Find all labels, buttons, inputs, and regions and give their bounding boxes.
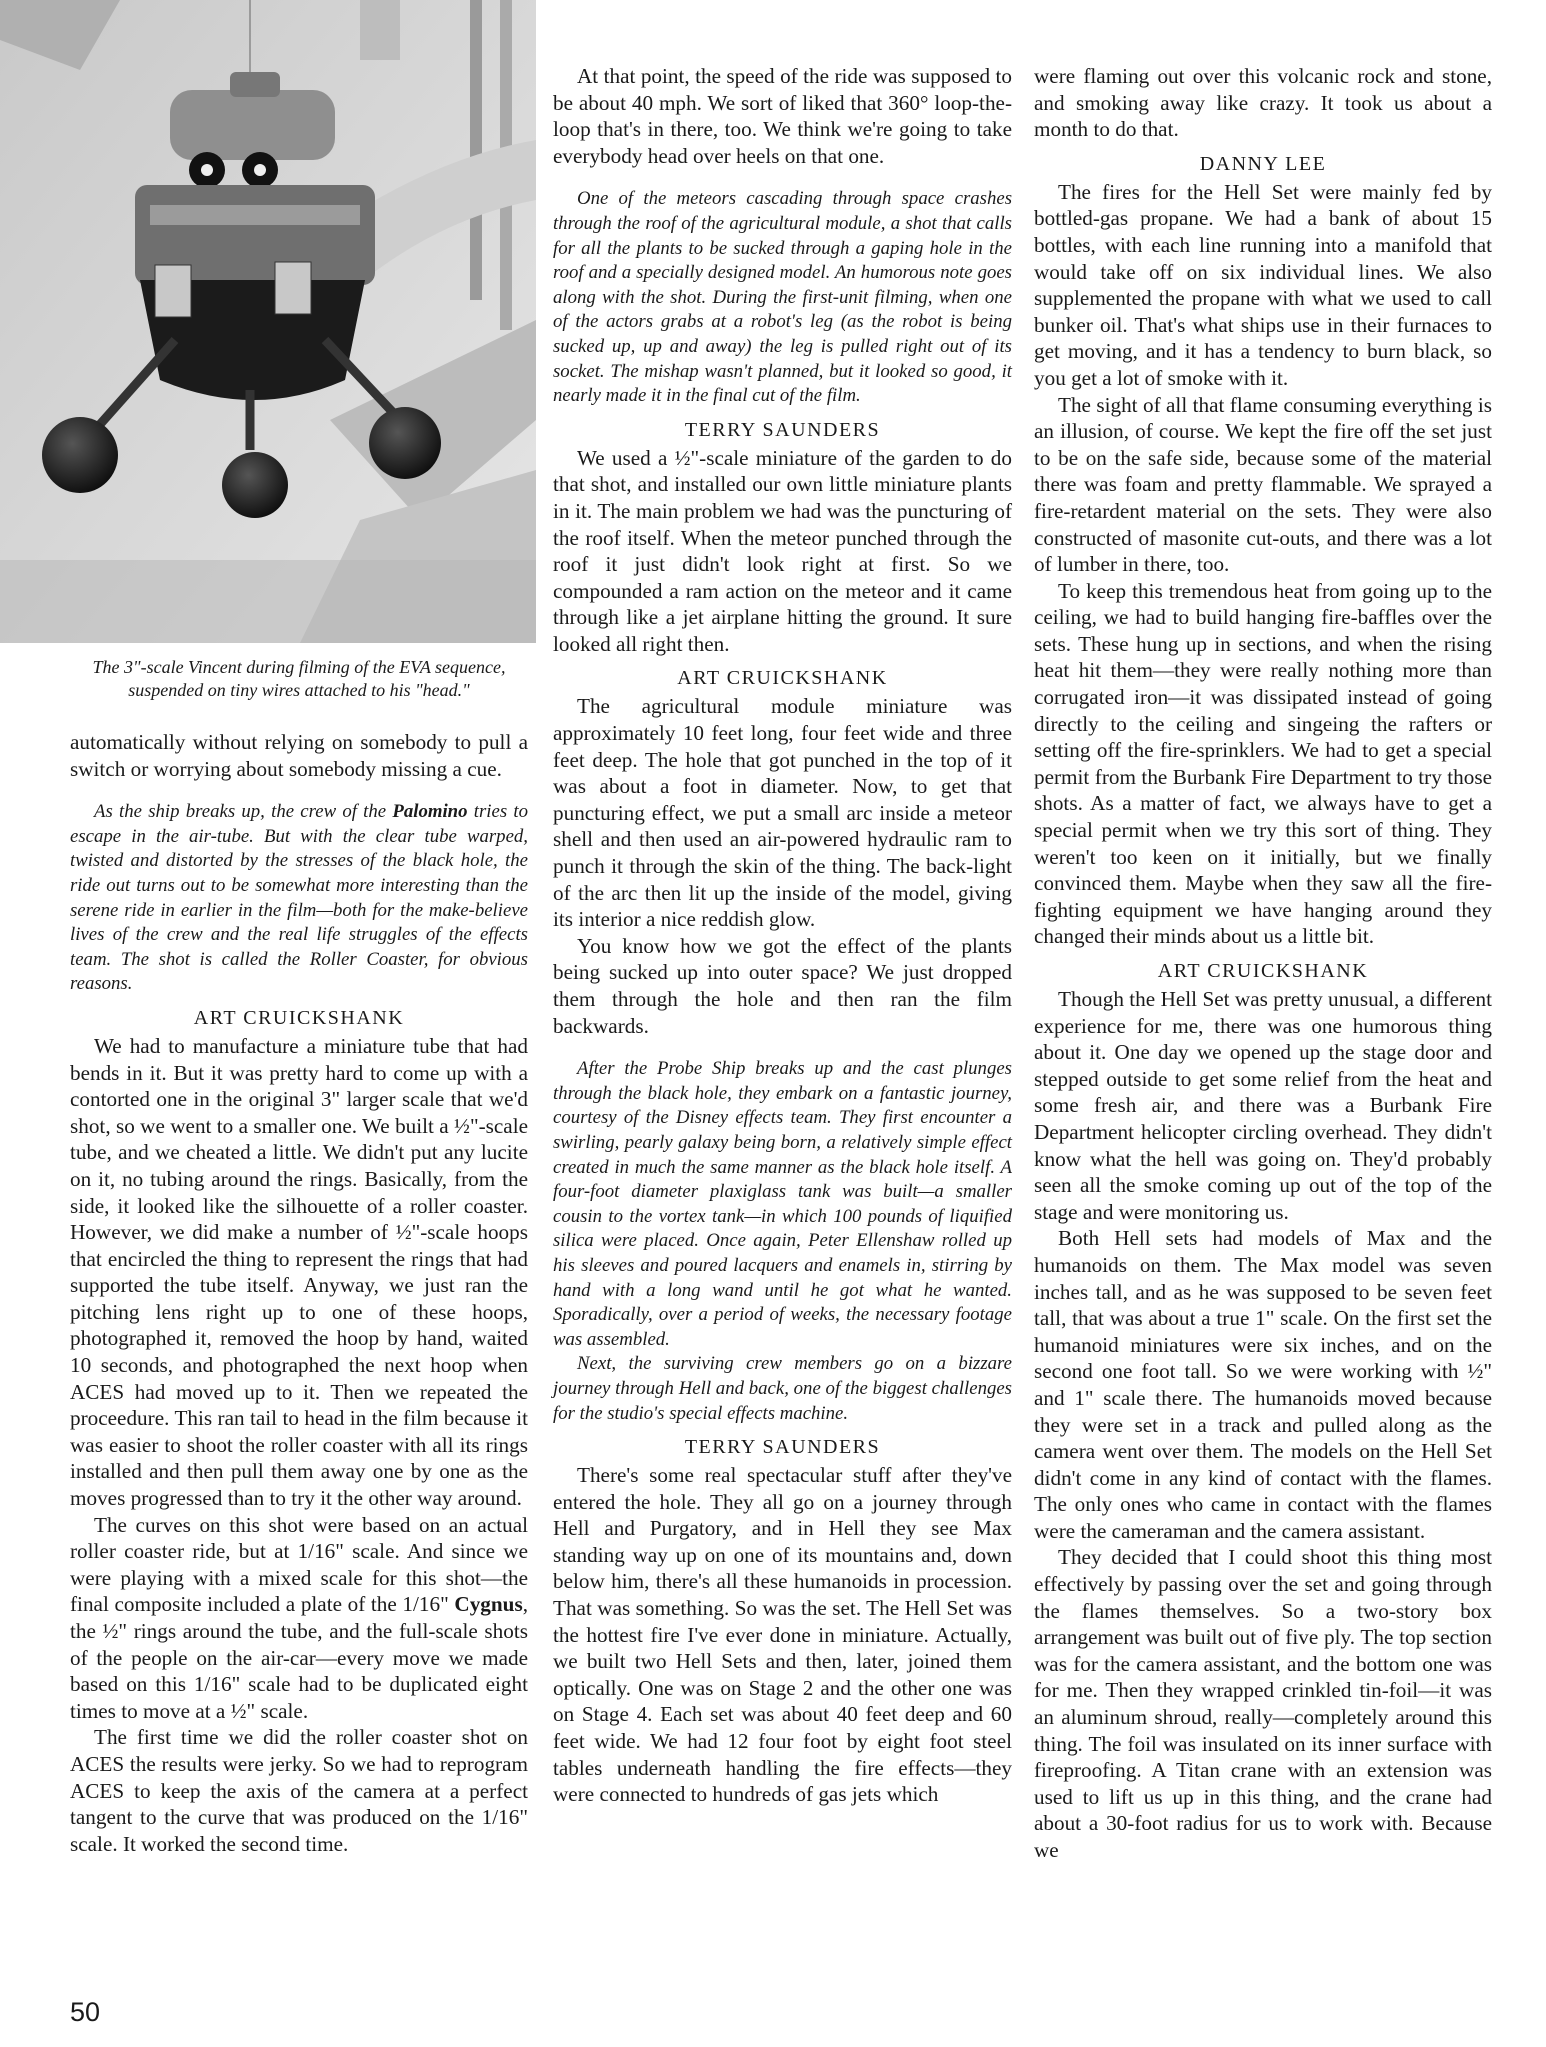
italic-intro: One of the meteors cascading through space crashes through the roof of the agricultural module, a shot that calls for all the plants to be sucked through a gaping hole in the roof and a specially designed model. An humorous note goes along with the shot. During the first-unit filming, when one of the actors grabs at a robot's leg (as the robot is being sucked up, up and away) the leg is pulled right out of its socket. The mishap wasn't planned, but it looked so good, it nearly made it in the final cut of the film. — [553, 188, 1012, 407]
robot-photo — [0, 0, 536, 643]
vincent-robot-image — [0, 0, 536, 643]
italic-intro: As the ship breaks up, the crew of the Palomino tries to escape in the air-tube. But with the clear tube warped, twisted and distorted by the stresses of the black hole, the ride out turns out to be somewhat more interesting than the serene ride in earlier in the film—both for the make-believe lives of the crew and the real life struggles of the effects team. The shot is called the Roller Coaster, for obvious reasons. — [70, 801, 528, 995]
paragraph: Both Hell sets had models of Max and the humanoids on them. The Max model was seven inches tall, and as he was supposed to be seven feet tall, that was about a true 1" scale. On the first set the humanoid miniatures were six inches, and on the second one foot tall. So we were working with ½" and 1" scale there. The humanoids moved because they were set in a track and pulled along as the camera went over them. The models on the Hell Set didn't come in any kind of contact with the flames. The only ones who came in contact with the flames were the cameraman and the camera assistant. — [1034, 1226, 1492, 1543]
paragraph: The sight of all that flame consuming everything is an illusion, of course. We kept the fire off the set just to be on the safe side, because some of the material there was foam and pretty flammable. We sprayed a fire-retardent material on the sets. They were also constructed of masonite cut-outs, and there was a lot of lumber in there, too. — [1034, 392, 1492, 577]
paragraph: To keep this tremendous heat from going up to the ceiling, we had to build hanging fire-baffles over the sets. These hung up in sections, and when the rising heat hit them—they were really nothing more than corrugated iron—it was dissipated instead of going directly to the ceiling and singeing the rafters or setting off the fire-sprinklers. We had to get a special permit from the Burbank Fire Department to try those shots. As a matter of fact, we always have to get a special permit when we try this sort of thing. They weren't too keen on it initially, but we finally convinced them. Maybe when they saw all the fire-fighting equipment we have hanging around they changed their minds about us a little bit. — [1034, 578, 1492, 949]
paragraph: They decided that I could shoot this thing most effectively by passing over the set and going through the flames themselves. So a two-story box arrangement was built out of five ply. The top section was for the camera assistant, and the bottom one was for me. Then they wrapped crinkled tin-foil—it was an aluminum shroud, really—completely around this thing. The foil was insulated on its inner surface with fireproofing. A Titan crane with an extension was used to lift us up in this thing, and the crane had about a 30-foot radius for us to work with. Because we — [1034, 1545, 1492, 1862]
paragraph: We used a ½"-scale miniature of the garden to do that shot, and installed our own little miniature plants in it. The main problem we had was the puncturing of the roof itself. When the meteor punched through the roof it just didn't look right at first. So we compounded a ram action on the meteor and it came through like a jet airplane hitting the ground. It sure looked all right then. — [553, 445, 1012, 656]
speaker-heading: TERRY SAUNDERS — [684, 1436, 881, 1459]
italic-intro: After the Probe Ship breaks up and the cast plunges through the black hole, they embark on a fantastic journey, courtesy of the Disney effects team. They first encounter a swirling, pearly galaxy being born, a relatively simple effect created in much the same manner as the black hole itself. A four-foot diameter plaxiglass tank was built—a smaller cousin to the vortex tank—in which 100 pounds of liquified silica were placed. Once again, Peter Ellenshaw rolled up his sleeves and poured lacquers and enamels in, stirring by hand with a long wand until he got what he wanted. Sporadically, over a period of weeks, the necessary footage was assembled. — [553, 1058, 1012, 1350]
paragraph: There's some real spectacular stuff after they've entered the hole. They all go on a journey through Hell and Purgatory, and in Hell they see Max standing way up on one of its mountains and, down below him, there's all these humanoids in procession. That was something. So was the set. The Hell Set was the hottest fire I've ever done in miniature. Actually, we built two Hell Sets and then, later, joined them optically. One was on Stage 2 and the other one was on Stage 4. Each set was about 40 feet deep and 60 feet wide. We had 12 four foot by eight foot steel tables underneath handling the fire effects—they were connected to hundreds of gas jets which — [553, 1463, 1012, 1807]
photo-caption: The 3"-scale Vincent during filming of the EVA sequence, suspended on tiny wires attached to his "head." — [92, 657, 506, 700]
speaker-heading: TERRY SAUNDERS — [684, 418, 881, 441]
speaker-heading: ART CRUICKSHANK — [1157, 960, 1369, 982]
paragraph: The agricultural module miniature was approximately 10 feet long, four feet wide and three feet deep. The hole that got punched in the top of it was about a foot in diameter. Now, to get that puncturing effect, we put a small arc inside a meteor shell and then used an air-powered hydraulic ram to punch it through the skin of the thing. The back-light of the arc then lit up the inside of the model, giving its interior a nice reddish glow. — [553, 694, 1012, 932]
paragraph: automatically without relying on somebody to pull a switch or worrying about somebody missing a cue. — [70, 730, 528, 781]
paragraph: Though the Hell Set was pretty unusual, a different experience for me, there was one humorous thing about it. One day we opened up the stage door and stepped outside to get some relief from the heat and some fresh air, and there was a Burbank Fire Department helicopter circling overhead. They didn't know what the hell was going on. They'd probably seen all the smoke coming up out of the top of the stage and were monitoring us. — [1034, 987, 1492, 1224]
speaker-heading: ART CRUICKSHANK — [677, 667, 888, 690]
italic-intro: Next, the surviving crew members go on a bizzare journey through Hell and back, one of the biggest challenges for the studio's special effects machine. — [553, 1353, 1012, 1424]
paragraph: The first time we did the roller coaster shot on ACES the results were jerky. So we had to reprogram ACES to keep the axis of the camera at a perfect tangent to the curve that was produced on the 1/16" scale. It worked the second time. — [70, 1725, 528, 1856]
paragraph: At that point, the speed of the ride was supposed to be about 40 mph. We sort of liked that 360° loop-the-loop that's in there, too. We think we're going to take everybody head over heels on that one. — [553, 64, 1012, 168]
paragraph: You know how we got the effect of the plants being sucked up into outer space? We just dropped them through the hole and then ran the film backwards. — [553, 933, 1012, 1038]
speaker-heading: ART CRUICKSHANK — [193, 1006, 405, 1029]
middle-column — [553, 63, 1012, 1808]
paragraph: We had to manufacture a miniature tube that had bends in it. But it was pretty hard to come up with a contorted one in the original 3" larger scale that we'd shot, so we went to a smaller one. We built a ½"-scale tube, and we cheated a little. We didn't put any lucite on it, no tubing around the rings. Basically, from the side, it looked like the silhouette of a roller coaster. However, we did make a number of ½"-scale hoops that encircled the thing to represent the rings that had supported the tube itself. Anyway, we just ran the pitching lens right up to one of these hoops, photographed it, removed the hoop by hand, waited 10 seconds, and photographed the next hoop when ACES had moved up to it. Then we repeated the proceedure. This ran tail to head in the film because it was easier to shoot the roller coaster with all its rings installed and then pull them away one by one as the moves progressed than to try it the other way around. — [70, 1033, 528, 1511]
paragraph: The curves on this shot were based on an actual roller coaster ride, but at 1/16" scale. And since we were playing with a mixed scale for this shot—the final composite included a plate of the 1/16" Cygnus, the ½" rings around the tube, and the full-scale shots of the people on the air-car—every move we made based on this 1/16" scale had to be duplicated eight times to move at a ½" scale. — [70, 1512, 528, 1723]
page-number: 50 — [70, 1997, 101, 2027]
paragraph: The fires for the Hell Set were mainly fed by bottled-gas propane. We had a bank of about 15 bottles, with each line running into a manifold that would take off on six individual lines. We also supplemented the propane with what we used to call bunker oil. That's what ships use in their furnaces to get moving, and it has a tendency to burn black, so you get a lot of smoke with it. — [1034, 179, 1492, 390]
paragraph: were flaming out over this volcanic rock and stone, and smoking away like crazy. It took us about a month to do that. — [1034, 64, 1492, 142]
right-column — [1034, 63, 1492, 1864]
speaker-heading: DANNY LEE — [1199, 152, 1327, 175]
